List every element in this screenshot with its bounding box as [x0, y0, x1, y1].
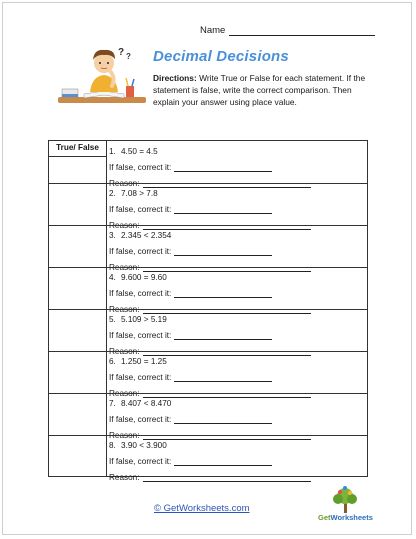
reason-label: Reason:: [109, 262, 140, 272]
row-divider: [49, 183, 367, 184]
tree-logo-icon: [318, 484, 374, 514]
correction-answer-line[interactable]: [174, 204, 272, 214]
question-statement: 7.08 > 7.8: [121, 188, 158, 198]
question-number: 2.: [109, 188, 116, 198]
correction-answer-line[interactable]: [174, 372, 272, 382]
worksheet-table: [48, 140, 368, 482]
reason-label: Reason:: [109, 472, 140, 482]
question-statement: 5.109 > 5.19: [121, 314, 167, 324]
question-statement-line: [109, 353, 365, 369]
correction-label: If false, correct it:: [109, 456, 172, 466]
name-row: [200, 25, 375, 36]
question-statement-line: [109, 311, 365, 327]
row-divider: [49, 225, 367, 226]
reason-label: Reason:: [109, 346, 140, 356]
logo-text: [318, 513, 373, 522]
true-false-column-header: True/ False: [56, 143, 99, 152]
row-divider: [49, 393, 367, 394]
directions-text: [153, 72, 371, 108]
correction-line: [109, 243, 365, 259]
question-statement-line: [109, 395, 365, 411]
logo-text-get: Get: [318, 513, 331, 522]
correction-answer-line[interactable]: [174, 330, 272, 340]
directions-body: Write True or False for each statement. If the statement is false, write the correct comparison. Then explain your answer using place value.: [153, 73, 366, 107]
question-statement: 2.345 < 2.354: [121, 230, 172, 240]
correction-label: If false, correct it:: [109, 372, 172, 382]
question-number: 5.: [109, 314, 116, 324]
correction-line: [109, 285, 365, 301]
question-number: 4.: [109, 272, 116, 282]
correction-line: [109, 201, 365, 217]
question-number: 3.: [109, 230, 116, 240]
directions-label: Directions:: [153, 73, 197, 83]
correction-line: [109, 159, 365, 175]
svg-text:?: ?: [126, 52, 131, 61]
header-rule: [49, 156, 106, 157]
correction-line: [109, 327, 365, 343]
correction-answer-line[interactable]: [174, 288, 272, 298]
question-number: 1.: [109, 146, 116, 156]
question-statement: 8.407 < 8.470: [121, 398, 172, 408]
question-row: [109, 437, 365, 485]
question-statement-line: [109, 269, 365, 285]
correction-label: If false, correct it:: [109, 246, 172, 256]
reason-answer-line[interactable]: [143, 472, 311, 482]
correction-answer-line[interactable]: [174, 456, 272, 466]
reason-label: Reason:: [109, 388, 140, 398]
question-number: 7.: [109, 398, 116, 408]
correction-label: If false, correct it:: [109, 330, 172, 340]
correction-answer-line[interactable]: [174, 414, 272, 424]
thinking-student-icon: [56, 42, 148, 108]
reason-label: Reason:: [109, 220, 140, 230]
getworksheets-logo: [318, 484, 374, 528]
question-number: 6.: [109, 356, 116, 366]
footer-site-link[interactable]: © GetWorksheets.com: [154, 503, 250, 514]
correction-line: [109, 411, 365, 427]
correction-answer-line[interactable]: [174, 246, 272, 256]
row-divider: [49, 267, 367, 268]
worksheet-title: Decimal Decisions: [153, 48, 289, 65]
correction-label: If false, correct it:: [109, 288, 172, 298]
question-statement: 4.50 = 4.5: [121, 146, 158, 156]
question-statement-line: [109, 185, 365, 201]
logo-text-worksheets: Worksheets: [330, 513, 373, 522]
correction-line: [109, 369, 365, 385]
question-number: 8.: [109, 440, 116, 450]
question-statement-line: [109, 227, 365, 243]
correction-line: [109, 453, 365, 469]
reason-label: Reason:: [109, 304, 140, 314]
correction-answer-line[interactable]: [174, 162, 272, 172]
question-statement-line: [109, 143, 365, 159]
correction-label: If false, correct it:: [109, 414, 172, 424]
svg-text:?: ?: [118, 47, 125, 58]
reason-label: Reason:: [109, 430, 140, 440]
question-statement-line: [109, 437, 365, 453]
correction-label: If false, correct it:: [109, 204, 172, 214]
reason-line: [109, 469, 365, 485]
name-field-line[interactable]: [229, 26, 375, 36]
row-divider: [49, 351, 367, 352]
correction-label: If false, correct it:: [109, 162, 172, 172]
reason-label: Reason:: [109, 178, 140, 188]
row-divider: [49, 435, 367, 436]
row-divider: [49, 309, 367, 310]
question-statement: 3.90 < 3.900: [121, 440, 167, 450]
question-statement: 1.250 = 1.25: [121, 356, 167, 366]
question-statement: 9.600 = 9.60: [121, 272, 167, 282]
name-label: Name: [200, 25, 226, 36]
